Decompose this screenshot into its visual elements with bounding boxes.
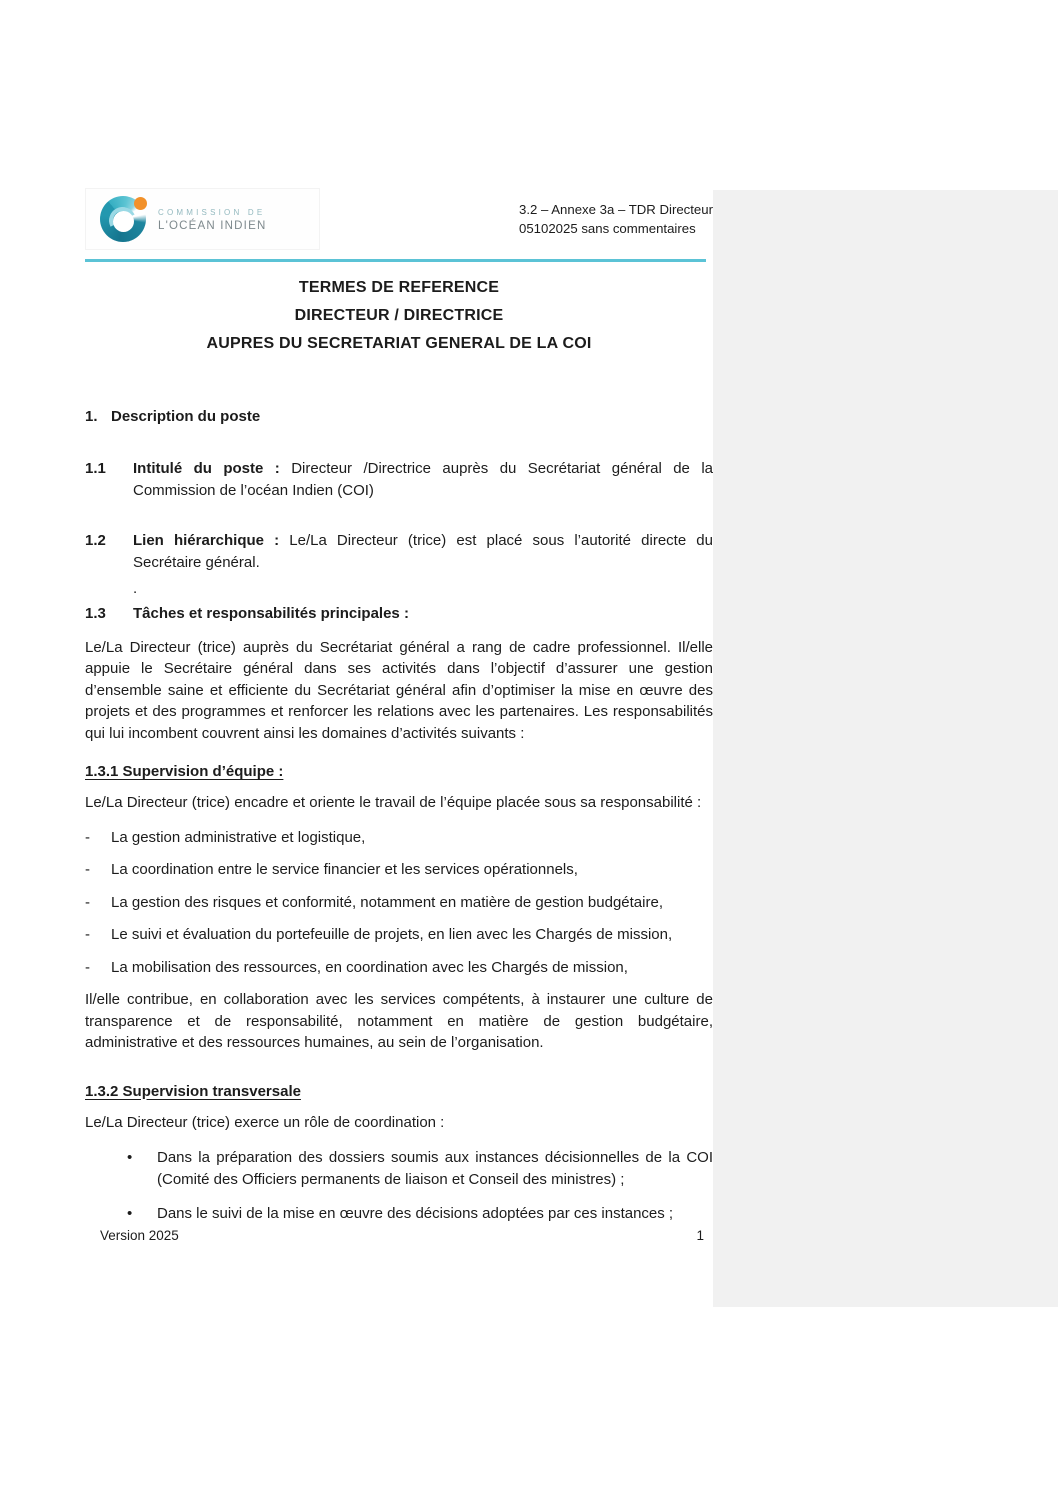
bullet-text: La coordination entre le service financier et les services opérationnels, [111,861,578,878]
bullet-item [85,859,713,881]
clause-1-2-number: 1.2 [85,532,106,549]
logo-org-name-top: COMMISSION DE [158,208,266,218]
logo-org-name-bottom: L'OCÉAN INDIEN [158,220,267,233]
clause-1-1-number: 1.1 [85,460,106,477]
coi-logo [85,188,320,250]
clause-1-2 [85,530,713,573]
clause-1-3-body [133,603,713,625]
bullet-item [85,957,713,979]
subsection-1-3-1-outro: Il/elle contribue, en collaboration avec les services compétents, à instaurer une culture de transparence et de responsabilité, notamment en matière de gestion budgétaire, administrative et des ressources humaines, au sein de l’organisation. [85,991,713,1051]
subsection-1-3-2-heading: 1.3.2 Supervision transversale [85,1082,301,1100]
dash-bullet-marker: - [85,958,90,976]
dot-bullet-marker: • [127,1205,133,1222]
section-1-number: 1. [85,408,98,425]
section-1-heading [85,408,713,425]
page-header [85,188,713,250]
logo-orange-dot [134,197,147,210]
bullet-item [85,892,713,914]
clause-1-1 [85,458,713,501]
subsection-1-3-1-intro: Le/La Directeur (trice) encadre et oriente le travail de l’équipe placée sous sa responsabilité : [85,794,702,811]
bullet-text: La gestion administrative et logistique, [111,828,366,846]
bullet-text: La mobilisation des ressources, en coordination avec les Chargés de mission, [111,958,628,976]
bullet-text: Dans le suivi de la mise en œuvre des décisions adoptées par ces instances ; [157,1205,674,1222]
dash-bullet-marker: - [85,893,90,911]
comments-margin-panel [713,190,1058,1307]
bullet-text: Dans la préparation des dossiers soumis aux instances décisionnelles de la COI (Comité des Officiers permanents de liaison et Conseil des ministres) ; [157,1149,713,1188]
clause-1-3 [85,603,713,625]
clause-1-2-text: Le/La Directeur (trice) est placé sous l’autorité directe du Secrétaire général. [133,532,713,571]
document-reference-line2: 05102025 sans commentaires [518,221,696,236]
clause-1-2-label: Lien hiérarchique : [133,532,280,549]
document-reference [519,200,713,238]
coi-logo-icon [100,196,146,242]
subsection-1-3-1-heading: 1.3.1 Supervision d’équipe : [85,763,284,780]
dot-bullet-marker: • [127,1149,133,1166]
footer-page-number: 1 [696,1228,704,1243]
dot-bullet-list [85,1147,713,1225]
bullet-item [85,1203,713,1225]
logo-wordmark [158,205,266,233]
subsection-1-3-2-intro: Le/La Directeur (trice) exerce un rôle de coordination : [85,1113,445,1131]
bullet-text: La gestion des risques et conformité, notamment en matière de gestion budgétaire, [111,893,663,911]
title-line-3: AUPRES DU SECRETARIAT GENERAL DE LA COI [206,335,592,352]
clause-1-3-number: 1.3 [85,605,106,622]
header-divider [85,259,706,262]
paragraph-1-3: Le/La Directeur (trice) auprès du Secrétariat général a rang de cadre professionnel. Il/elle appuie le Secrétaire général dans ses activités dans l’objectif d’assurer une gestion d’ensemble saine et efficiente du Secrétariat général afin d’optimiser la mise en œuvre des projets et des programmes et renforcer les relations avec les partenaires. Les responsabilités qui lui incombent couvrent ainsi les domaines d’activités suivants : [85,638,713,742]
footer-version: Version 2025 [100,1228,179,1243]
clause-1-1-body [133,458,713,501]
bullet-item [85,1147,713,1190]
dash-bullet-list [85,827,713,979]
title-line-2: DIRECTEUR / DIRECTRICE [294,307,504,324]
page-footer [100,1228,704,1243]
logo-center-shape [113,211,134,232]
title-line-1: TERMES DE REFERENCE [298,279,500,296]
dash-bullet-marker: - [85,828,90,846]
dash-bullet-marker: - [85,861,90,878]
bullet-text: Le suivi et évaluation du portefeuille de projets, en lien avec les Chargés de mission, [111,926,673,943]
document-title [85,279,713,352]
section-1-title: Description du poste [111,408,261,425]
stray-period: . [133,580,138,597]
bullet-item [85,924,713,946]
clause-1-1-text: Directeur /Directrice auprès du Secrétariat général de la Commission de l’océan Indien (COI) [133,460,714,499]
clause-1-1-label: Intitulé du poste : [133,460,280,477]
clause-1-3-label: Tâches et responsabilités principales : [133,605,409,622]
clause-1-2-body [133,530,713,573]
bullet-item [85,827,713,849]
dash-bullet-marker: - [85,926,90,943]
page-content [85,188,713,1238]
document-reference-line1: 3.2 – Annexe 3a – TDR Directeur [518,202,713,217]
